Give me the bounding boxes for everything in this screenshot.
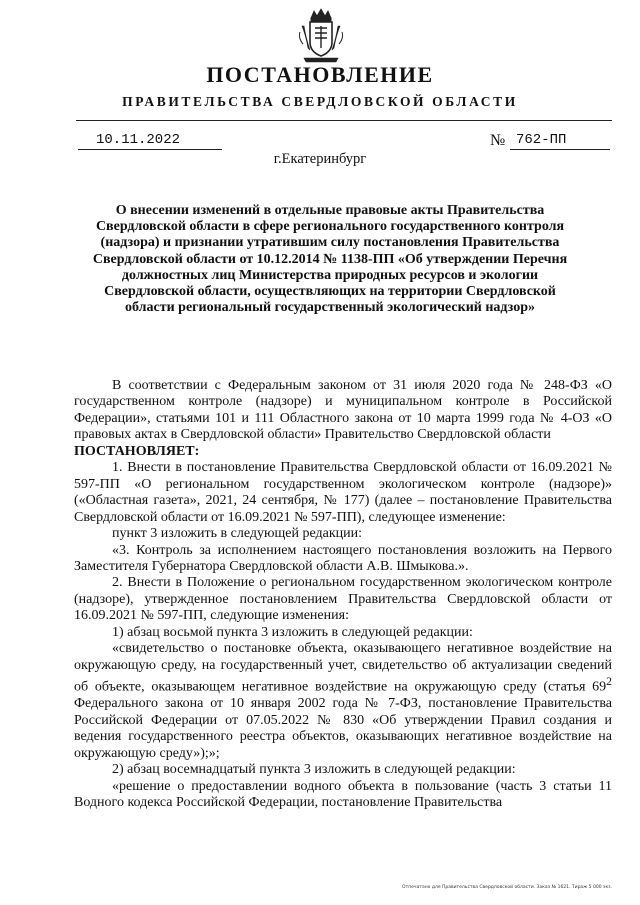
number-label: № [490, 132, 506, 149]
article-superscript: 2 [606, 675, 612, 689]
document-date: 10.11.2022 [78, 132, 222, 150]
issuer-subtitle: ПРАВИТЕЛЬСТВА СВЕРДЛОВСКОЙ ОБЛАСТИ [122, 94, 518, 109]
item-2-1-quote-part-a: «свидетельство о постановке объекта, оказывающего негативное воздействие на окружающую среду, на государственный учет, свидетельство об актуализации сведений об объекте, оказывающем негативное воздействие на окружающую среду (статья 69 [74, 641, 612, 695]
item-2-1-quote [74, 641, 612, 762]
header-divider [76, 120, 612, 121]
item-2-2-paragraph: 2) абзац восемнадцатый пункта 3 изложить в следующей редакции: [112, 762, 516, 778]
item-2-paragraph: 2. Внести в Положение о региональном государственном экологическом контроле (надзоре), утвержденное постановлением Правительства Свердловской области от 16.09.2021 № 597-ПП, следующие изменения: [74, 575, 612, 624]
item-1-paragraph: 1. Внести в постановление Правительства Свердловской области от 16.09.2021 № 597-ПП «О региональном государственном экологическом контроле (надзоре)» («Областная газета», 2021, 24 сентября, № 177) (далее – постановление Правительства Свердловской области от 16.09.2021 № 597-ПП), следующее изменение: [74, 460, 612, 525]
coat-of-arms-emblem [298, 8, 344, 64]
intro-paragraph: В соответствии с Федеральным законом от 31 июля 2020 года № 248-ФЗ «О государственном контроле (надзоре) и муниципальном контроле в Российской Федерации», статьями 101 и 111 Областного закона от 10 марта 1999 года № 4-ОЗ «О правовых актах в Свердловской области» Правительство Свердловской области [74, 378, 612, 443]
resolves-heading: ПОСТАНОВЛЯЕТ: [74, 443, 200, 459]
item-2-1-paragraph: 1) абзац восьмой пункта 3 изложить в следующей редакции: [112, 624, 473, 640]
document-title: О внесении изменений в отдельные правовые акты Правительства Свердловской области в сфере регионального государственного контроля (надзора) и признании утратившим силу постановления Правительства Свердловской области от 10.12.2014 № 1138-ПП «Об утверждении Перечня должностных лиц Министерства природных ресурсов и экологии Свердловской области, осуществляющих на территории Свердловской области региональный государственный экологический надзор» [92, 203, 568, 316]
print-footer: Отпечатано для Правительства Свердловской области. Заказ № 1621. Тираж 5 000 экз. [402, 885, 612, 890]
document-type-title: ПОСТАНОВЛЕНИЕ [206, 62, 434, 87]
document-body [74, 378, 612, 811]
item-1-quote: «3. Контроль за исполнением настоящего постановления возложить на Первого Заместителя Губернатора Свердловской области А.В. Шмыкова.». [74, 542, 612, 574]
item-1-subparagraph: пункт 3 изложить в следующей редакции: [112, 526, 362, 542]
item-2-1-quote-part-b: Федерального закона от 10 января 2002 года № 7-ФЗ, постановление Правительства Российской Федерации от 07.05.2022 № 830 «Об утверждении Правил создания и ведения государственного реестра объектов, оказывающих негативное воздействие на окружающую среду»);»; [74, 696, 612, 761]
city: г.Екатеринбург [273, 151, 367, 167]
item-2-2-quote: «решение о предоставлении водного объекта в пользование (часть 3 статьи 11 Водного кодекса Российской Федерации, постановление Правительства [74, 778, 612, 810]
document-number: 762-ПП [510, 132, 610, 150]
